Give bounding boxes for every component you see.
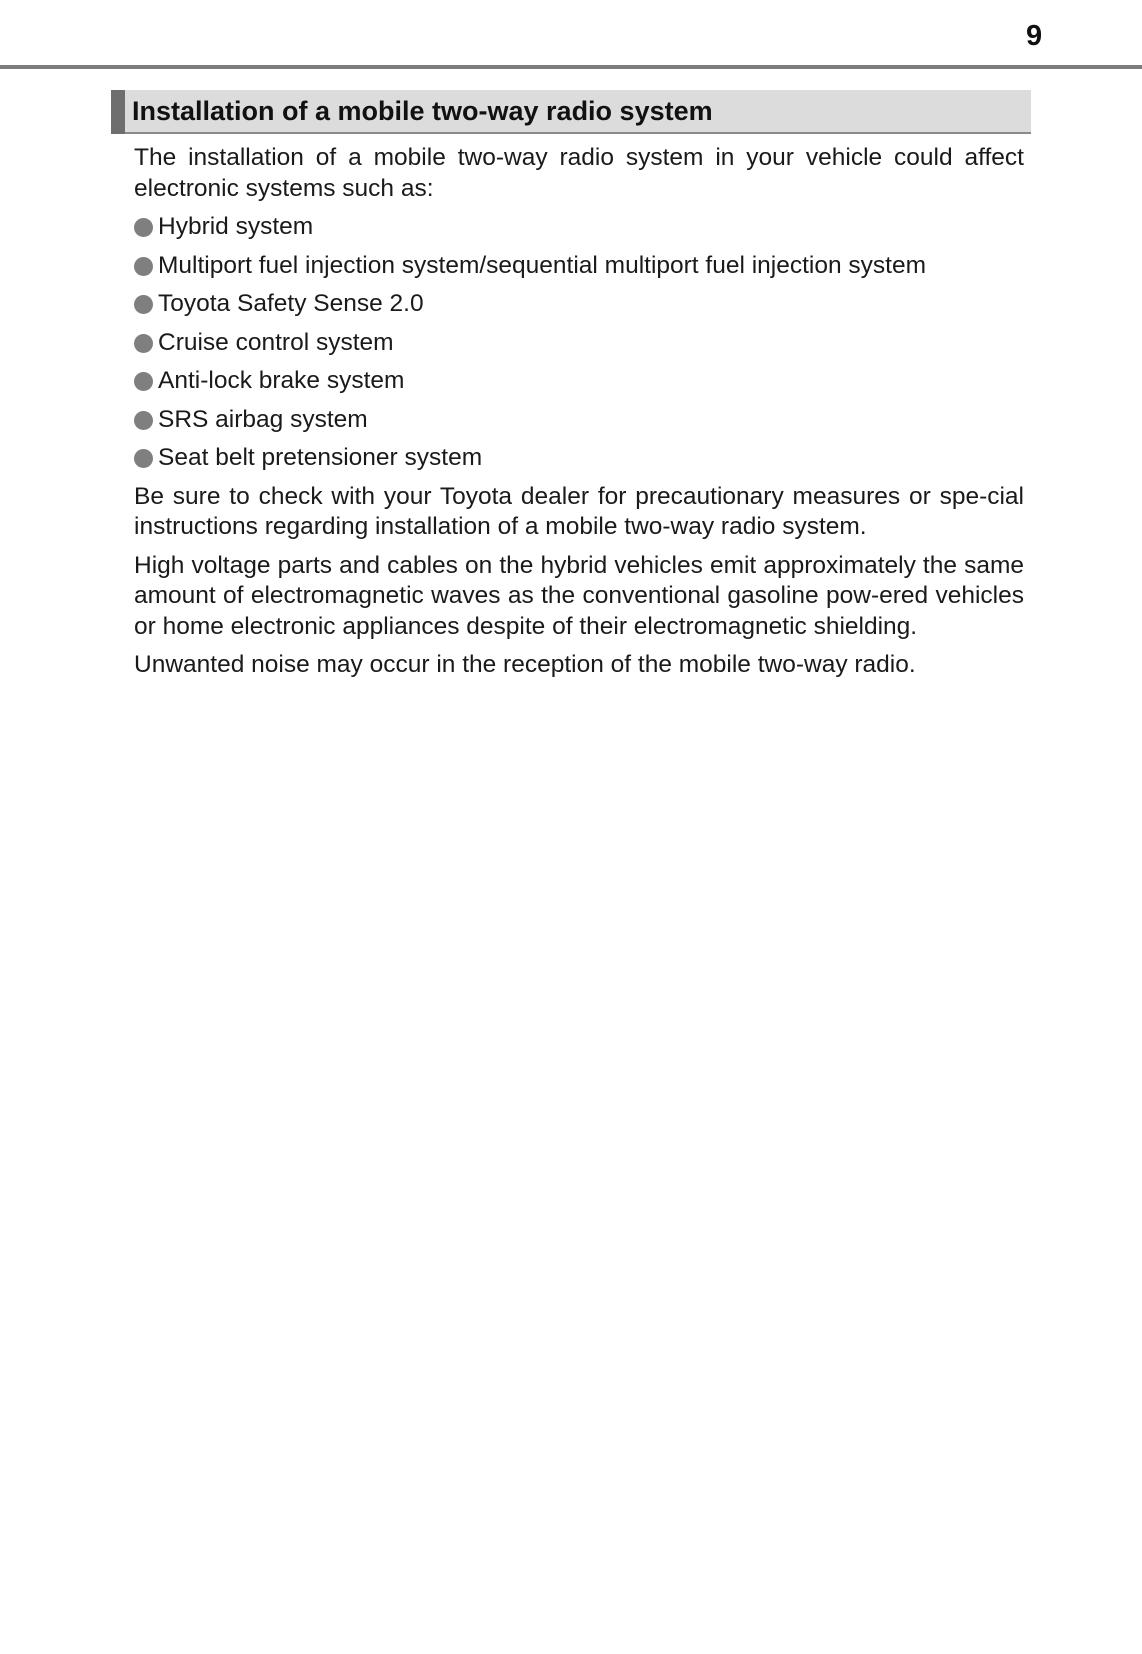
bullet-icon bbox=[134, 372, 153, 391]
list-item bbox=[134, 289, 1024, 320]
bullet-icon bbox=[134, 218, 153, 237]
bullet-icon bbox=[134, 411, 153, 430]
section-content bbox=[134, 143, 1024, 689]
list-item bbox=[134, 443, 1024, 474]
list-item-label: Cruise control system bbox=[158, 328, 394, 356]
list-item bbox=[134, 405, 1024, 436]
list-item-label: Anti-lock brake system bbox=[158, 367, 405, 394]
page-number: 9 bbox=[1026, 20, 1043, 52]
bullet-icon bbox=[134, 295, 153, 314]
list-item-label: Seat belt pretensioner system bbox=[158, 444, 483, 471]
bullet-icon bbox=[134, 449, 153, 468]
dealer-paragraph: Be sure to check with your Toyota dealer for precautionary measures or spe-cial instructions regarding installation of a mobile two-way radio system. bbox=[134, 482, 1024, 540]
intro-paragraph: The installation of a mobile two-way radio system in your vehicle could affect electronic systems such as: bbox=[134, 144, 1024, 202]
section-header-bar bbox=[111, 90, 125, 134]
list-item bbox=[134, 212, 1024, 243]
list-item-label: Multiport fuel injection system/sequential multiport fuel injection system bbox=[158, 251, 927, 279]
high-voltage-paragraph: High voltage parts and cables on the hybrid vehicles emit approximately the same amount of electromagnetic waves as the conventional gasoline pow-ered vehicles or home electronic appliances despite of their electromagnetic shielding. bbox=[134, 551, 1024, 640]
bullet-icon bbox=[134, 257, 153, 276]
affected-systems-list bbox=[134, 212, 1024, 474]
bullet-icon bbox=[134, 334, 153, 353]
noise-paragraph: Unwanted noise may occur in the reception of the mobile two-way radio. bbox=[134, 651, 916, 678]
list-item bbox=[134, 251, 1024, 282]
section-header bbox=[111, 90, 1031, 134]
list-item-label: Toyota Safety Sense 2.0 bbox=[158, 290, 424, 317]
header-rule bbox=[0, 65, 1142, 69]
list-item bbox=[134, 366, 1024, 397]
list-item-label: SRS airbag system bbox=[158, 405, 368, 433]
list-item-label: Hybrid system bbox=[158, 213, 314, 240]
section-title: Installation of a mobile two-way radio system bbox=[132, 96, 713, 126]
list-item bbox=[134, 328, 1024, 359]
